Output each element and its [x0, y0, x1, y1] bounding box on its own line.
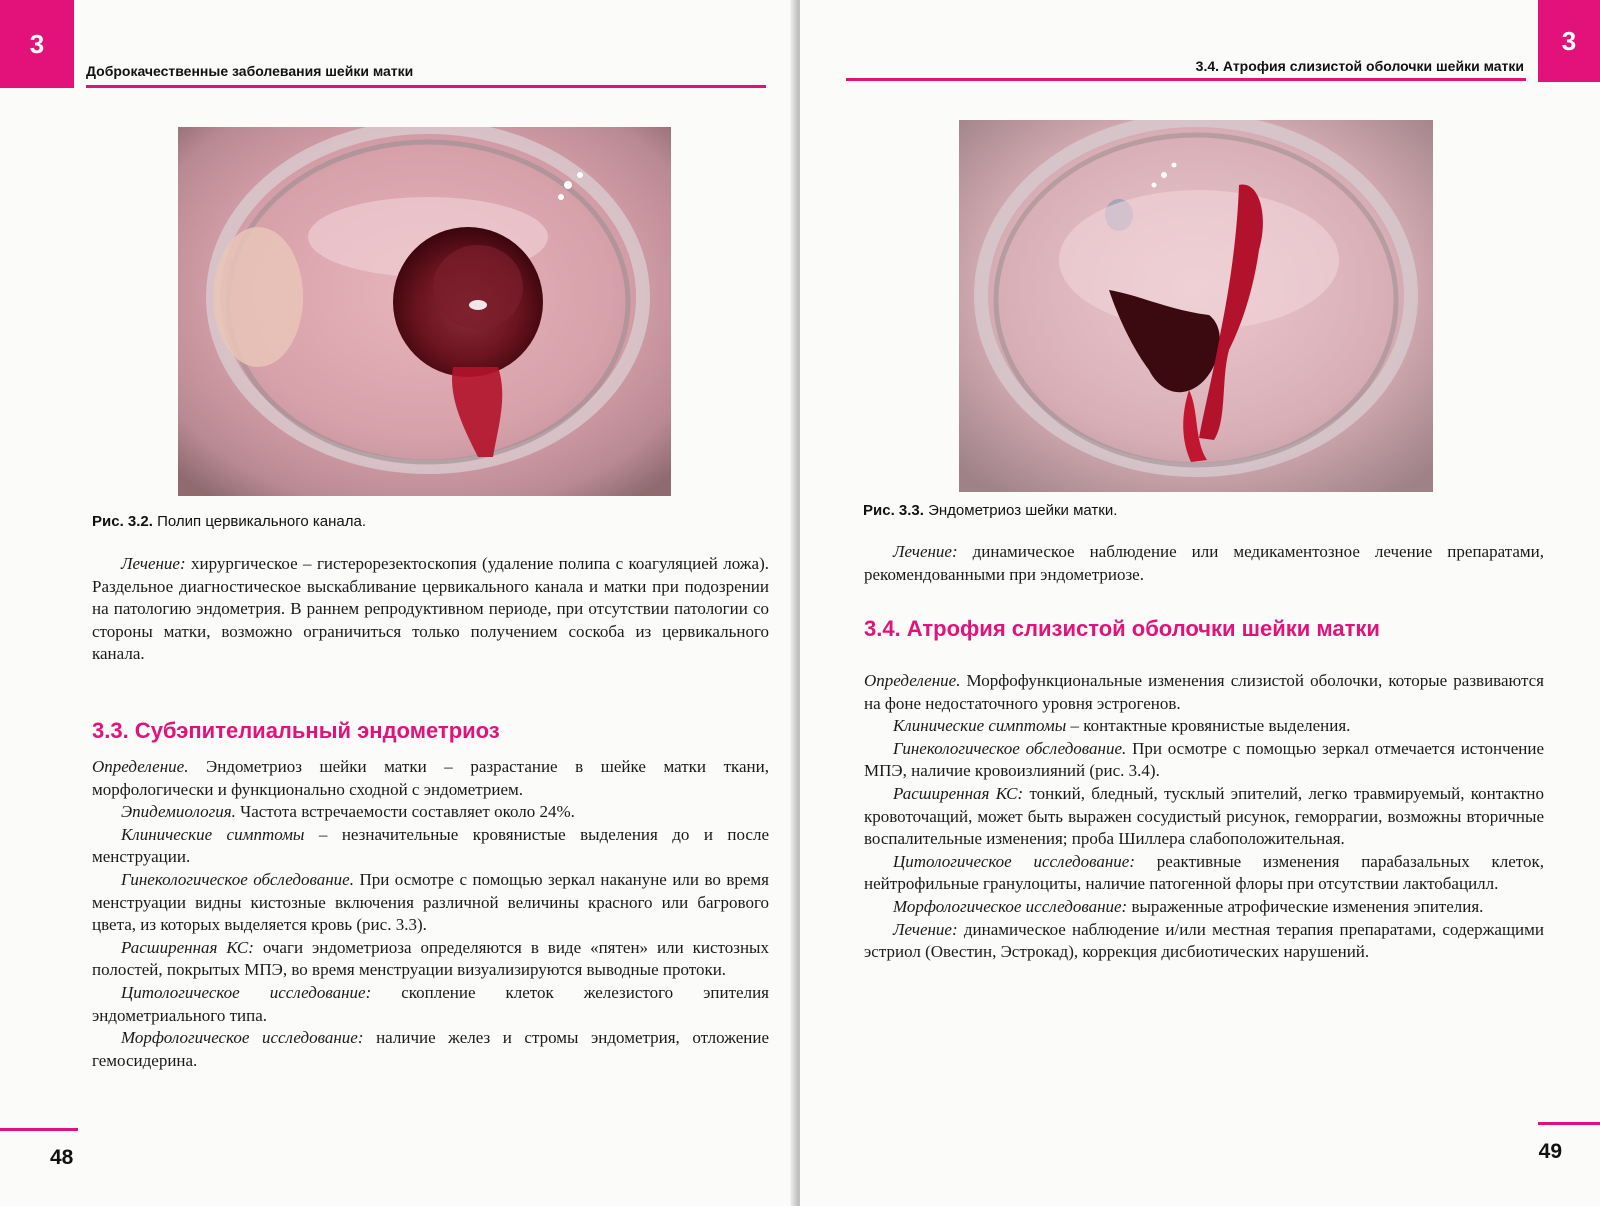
paragraph-lead: Морфологическое исследование: [893, 896, 1128, 916]
treatment-paragraph [864, 541, 1544, 586]
paragraph-text: наличие желез и стромы эндометрия, отложение гемосидерина. [92, 1028, 769, 1070]
paragraph-lead: Гинекологическое обследование. [121, 869, 354, 889]
paragraph-lead: Расширенная КС: [121, 937, 254, 957]
paragraph-text: скопление клеток железистого эпителия эндометриального типа. [92, 982, 770, 1025]
figure-caption-text: Эндометриоз шейки матки. [928, 502, 1118, 519]
paragraph-lead: Морфологическое исследование: [121, 1028, 364, 1048]
section-body [92, 756, 769, 1072]
figure-3-3-photo [959, 120, 1433, 492]
paragraph-text: Частота встречаемости составляет около 24%. [235, 802, 575, 822]
running-head: 3.4. Атрофия слизистой оболочки шейки матки [1195, 58, 1524, 74]
section-body [864, 670, 1544, 964]
page-number: 49 [1538, 1140, 1562, 1163]
paragraph-lead: Определение. [92, 757, 189, 776]
chapter-tab: 3 [0, 0, 74, 88]
figure-label: Рис. 3.2. [92, 513, 153, 530]
figure-caption [92, 513, 366, 530]
paragraph-lead: Клинические симптомы [121, 824, 305, 844]
paragraph-text: динамическое наблюдение или медикаментозное лечение препаратами, рекомендованными при эндометриозе. [864, 542, 1544, 584]
footer-rule [0, 1128, 78, 1131]
chapter-tab: 3 [1538, 0, 1600, 82]
footer-rule [1538, 1122, 1600, 1125]
paragraph-lead: Цитологическое исследование: [121, 982, 372, 1002]
paragraph-text: Морфофункциональные изменения слизистой оболочки, которые развиваются на фоне недостаточного уровня эстрогенов. [864, 671, 1544, 713]
paragraph-text: – незначительные кровянистые выделения до и после менструации. [92, 824, 769, 867]
paragraph-lead: Определение. [864, 671, 961, 690]
paragraph-text: При осмотре с помощью зеркал накануне или во время менструации видны кистозные включения различной величины красного или багрового цвета, из которых выделяется кровь (рис. 3.3). [92, 869, 770, 935]
paragraph-text: хирургическое – гистерорезектоскопия (удаление полипа с коагуляцией ложа). Раздельное диагностическое выскабливание цервикального канала и матки при подозрении на патологию эндометрия. В раннем репродуктивном периоде, при отсутствии патологии со стороны матки, возможно ограничиться только получением соскоба из цервикального канала. [92, 554, 769, 664]
paragraph-lead: Эпидемиология. [121, 802, 236, 822]
paragraph-lead: Лечение: [893, 542, 958, 561]
treatment-paragraph [92, 553, 769, 666]
paragraph-text: При осмотре с помощью зеркал отмечается истончение МПЭ, наличие кровоизлияний (рис. 3.4). [864, 738, 1544, 781]
left-page [0, 0, 793, 1206]
paragraph-lead: Гинекологическое обследование. [893, 738, 1127, 758]
section-title: 3.4. Атрофия слизистой оболочки шейки матки [864, 616, 1380, 641]
paragraph-text: очаги эндометриоза определяются в виде «пятен» или кистозных полостей, покрытых МПЭ, во время менструации визуализируются выводные протоки. [92, 937, 769, 980]
paragraph-text: тонкий, бледный, тусклый эпителий, легко травмируемый, контактно кровоточащий, может быть выражен сосудистый рисунок, геморрагии, возможны вторичные воспалительные изменения; проба Шиллера слабоположительная. [864, 783, 1544, 849]
paragraph-lead: Цитологическое исследование: [893, 851, 1135, 871]
section-title: 3.3. Субэпителиальный эндометриоз [92, 718, 500, 743]
right-page [800, 0, 1600, 1206]
paragraph-text: реактивные изменения парабазальных клеток, нейтрофильные гранулоциты, наличие патогенной флоры при отсутствии лактобацилл. [864, 851, 1544, 894]
paragraph-text: динамическое наблюдение и/или местная терапия препаратами, содержащими эстриол (Овестин, Эстрокад), коррекция дисбиотических нарушений. [864, 919, 1544, 962]
paragraph-lead: Лечение: [121, 554, 186, 573]
running-head: Доброкачественные заболевания шейки матки [86, 63, 414, 79]
paragraph-lead: Лечение: [893, 919, 958, 939]
figure-caption-text: Полип цервикального канала. [157, 513, 366, 530]
page-number: 48 [50, 1146, 74, 1169]
figure-label: Рис. 3.3. [863, 502, 924, 519]
paragraph-lead: Клинические симптомы [893, 716, 1067, 736]
paragraph-text: выраженные атрофические изменения эпителия. [1127, 896, 1484, 916]
figure-3-2-photo [178, 127, 671, 496]
header-rule [846, 78, 1526, 81]
header-rule [86, 85, 766, 88]
figure-caption [863, 502, 1117, 519]
paragraph-text: – контактные кровянистые выделения. [1066, 716, 1351, 736]
paragraph-lead: Расширенная КС: [893, 783, 1024, 803]
paragraph-text: Эндометриоз шейки матки – разрастание в шейке матки ткани, морфологически и функционально сходной с эндометрием. [92, 757, 769, 799]
